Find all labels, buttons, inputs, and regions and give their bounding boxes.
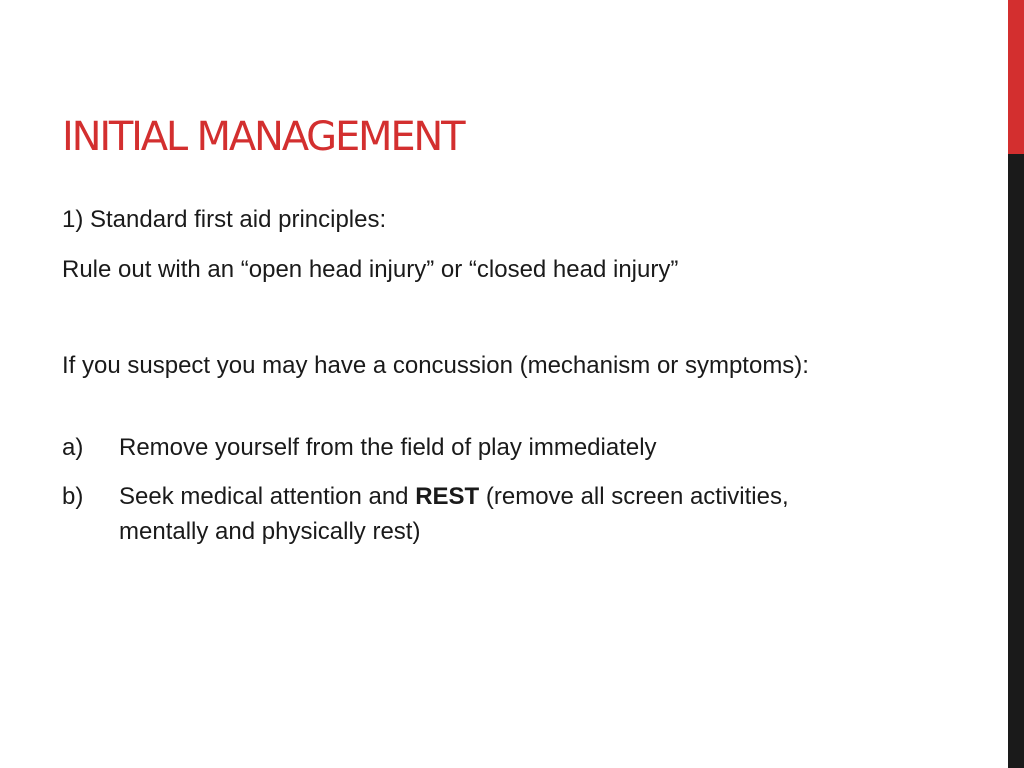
list-item-b-text-after: (remove all screen activities, mentally and physically rest): [119, 483, 789, 545]
rule-out-line: Rule out with an “open head injury” or “closed head injury”: [62, 256, 679, 283]
rest-emphasis: REST: [415, 483, 480, 510]
side-accent-bar-red: [1008, 0, 1024, 154]
list-marker-b: b): [62, 483, 84, 510]
list-item-b-text: [119, 479, 822, 549]
list-item-b-text-before: Seek medical attention and: [119, 483, 416, 510]
list-item-a-text: Remove yourself from the field of play immediately: [119, 434, 657, 461]
slide-title: INITIAL MANAGEMENT: [62, 114, 464, 160]
list-item-a: [62, 430, 822, 465]
side-accent-bar-black: [1008, 154, 1024, 768]
concussion-suspicion-paragraph: If you suspect you may have a concussion (mechanism or symptoms):: [62, 352, 809, 379]
list-marker-a: a): [62, 434, 84, 461]
first-aid-principles-line: 1) Standard first aid principles:: [62, 206, 387, 233]
list-item-b: [62, 479, 822, 549]
